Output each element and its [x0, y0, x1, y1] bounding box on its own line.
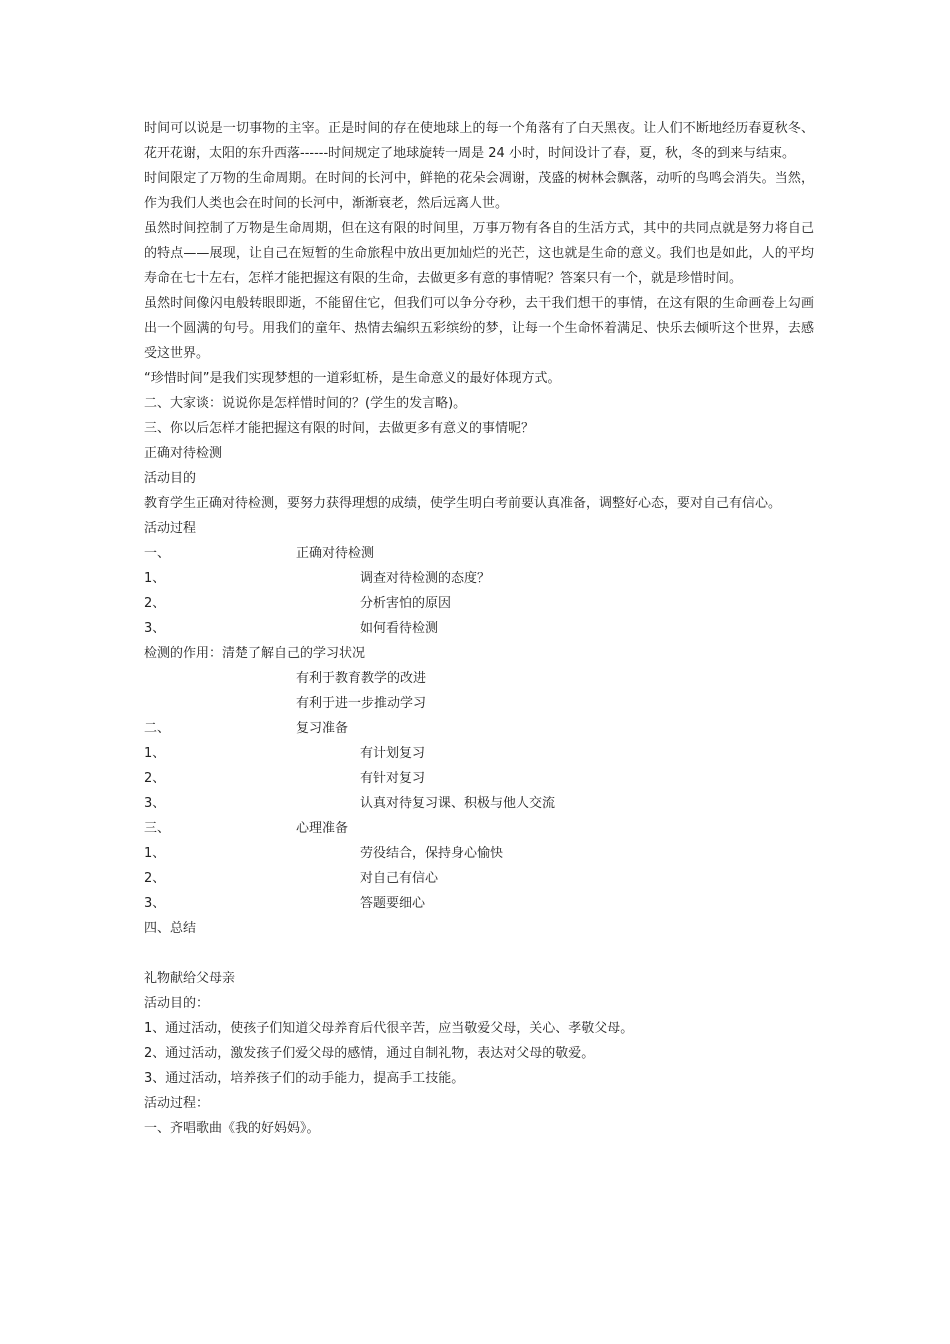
list-item [144, 566, 814, 591]
part-number: 二、 [144, 721, 171, 736]
part-heading [144, 716, 814, 741]
part-number: 三、 [144, 821, 171, 836]
paragraph: 二、大家谈：说说你是怎样惜时间的？(学生的发言略)。 [144, 396, 467, 411]
list-item [144, 766, 814, 791]
part-heading [144, 541, 814, 566]
item-text: 有计划复习 [360, 746, 426, 761]
part-title: 心理准备 [296, 821, 349, 836]
item-text: 分析害怕的原因 [360, 596, 452, 611]
list-item [144, 591, 814, 616]
goal-item: 1、通过活动，使孩子们知道父母养育后代很辛苦，应当敬爱父母，关心、孝敬父母。 [144, 1021, 634, 1036]
item-text: 有针对复习 [360, 771, 426, 786]
item-number: 3、 [144, 896, 166, 911]
list-item [144, 891, 814, 916]
section-title: 礼物献给父母亲 [144, 971, 236, 986]
goal-heading: 活动目的： [144, 996, 210, 1011]
part-title: 正确对待检测 [296, 546, 375, 561]
list-item [144, 741, 814, 766]
goal-text: 教育学生正确对待检测，要努力获得理想的成绩，使学生明白考前要认真准备，调整好心态，要对自己有信心。 [144, 496, 782, 511]
item-text: 对自己有信心 [360, 871, 439, 886]
paragraph: 时间限定了万物的生命周期。在时间的长河中，鲜艳的花朵会凋谢，茂盛的树林会飘落，动听的鸟鸣会消失。当然，作为我们人类也会在时间的长河中，渐渐衰老，然后远离人世。 [144, 171, 814, 211]
item-number: 3、 [144, 621, 166, 636]
section-title: 正确对待检测 [144, 446, 223, 461]
effect-label: 检测的作用：清楚了解自己的学习状况 [144, 646, 366, 661]
item-number: 2、 [144, 771, 166, 786]
list-item [144, 616, 814, 641]
part-number: 一、 [144, 546, 171, 561]
item-number: 1、 [144, 746, 166, 761]
paragraph: 虽然时间控制了万物是生命周期，但在这有限的时间里，万事万物有各自的生活方式，其中的共同点就是努力将自己的特点——展现，让自己在短暂的生命旅程中放出更加灿烂的光芒，这也就是生命的意义。我们也是如此，人的平均寿命在七十左右，怎样才能把握这有限的生命，去做更多有意的事情呢？答案只有一个，就是珍惜时间。 [144, 221, 814, 286]
paragraph: “珍惜时间”是我们实现梦想的一道彩虹桥，是生命意义的最好体现方式。 [144, 371, 561, 386]
paragraph: 三、你以后怎样才能把握这有限的时间，去做更多有意义的事情呢？ [144, 421, 535, 436]
paragraph: 虽然时间像闪电般转眼即逝，不能留住它，但我们可以争分夺秒，去干我们想干的事情，在这有限的生命画卷上勾画出一个圆满的句号。用我们的童年、热情去编织五彩缤纷的梦，让每一个生命怀着满足、快乐去倾听这个世界，去感受这世界。 [144, 296, 814, 361]
goal-item: 2、通过活动，激发孩子们爱父母的感情，通过自制礼物，表达对父母的敬爱。 [144, 1046, 595, 1061]
goal-item: 3、通过活动，培养孩子们的动手能力，提高手工技能。 [144, 1071, 465, 1086]
process-heading: 活动过程 [144, 521, 197, 536]
effect-line: 有利于教育教学的改进 [296, 671, 427, 686]
part-title: 复习准备 [296, 721, 349, 736]
process-heading: 活动过程： [144, 1096, 210, 1111]
effect-line: 有利于进一步推动学习 [296, 696, 427, 711]
list-item [144, 841, 814, 866]
goal-heading: 活动目的 [144, 471, 197, 486]
item-text: 认真对待复习课、积极与他人交流 [360, 796, 556, 811]
list-item [144, 791, 814, 816]
item-text: 劳役结合，保持身心愉快 [360, 846, 504, 861]
item-number: 1、 [144, 571, 166, 586]
item-number: 1、 [144, 846, 166, 861]
document-page [144, 116, 814, 1141]
item-number: 2、 [144, 871, 166, 886]
item-number: 2、 [144, 596, 166, 611]
item-number: 3、 [144, 796, 166, 811]
summary-heading: 四、总结 [144, 921, 197, 936]
blank-line [144, 941, 814, 966]
item-text: 调查对待检测的态度？ [360, 571, 491, 586]
item-text: 答题要细心 [360, 896, 426, 911]
part-heading [144, 816, 814, 841]
list-item [144, 866, 814, 891]
paragraph: 时间可以说是一切事物的主宰。正是时间的存在使地球上的每一个角落有了白天黑夜。让人们不断地经历春夏秋冬、花开花谢，太阳的东升西落------时间规定了地球旋转一周是 24 小时，时间设计了春，夏，秋，冬的到来与结束。 [144, 121, 814, 161]
item-text: 如何看待检测 [360, 621, 439, 636]
process-step: 一、齐唱歌曲《我的好妈妈》。 [144, 1121, 320, 1136]
